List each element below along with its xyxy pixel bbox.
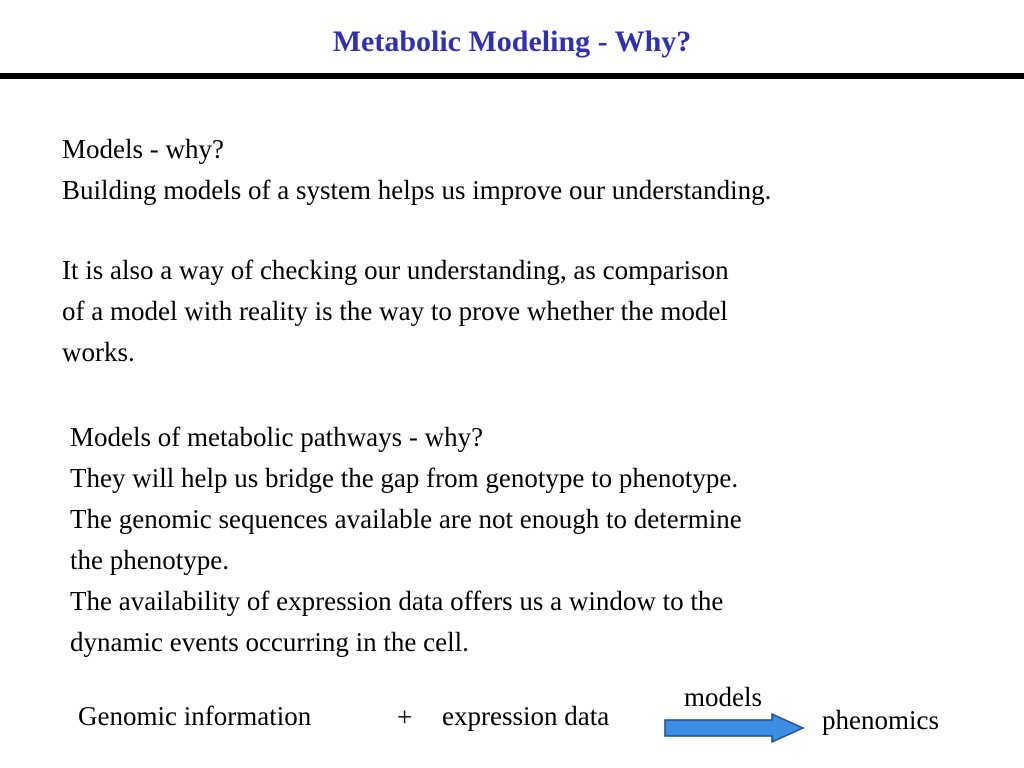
flow-expression-data: expression data — [442, 701, 610, 731]
text-line: Models of metabolic pathways - why? — [70, 422, 484, 452]
flow-plus-sign: + — [397, 702, 413, 732]
checking-understanding-paragraph — [62, 250, 729, 373]
text-line: The availability of expression data offers us a window to the — [70, 586, 724, 616]
slide-title: Metabolic Modeling - Why? — [332, 25, 692, 58]
text-line: of a model with reality is the way to prove whether the model — [62, 296, 728, 326]
flow-phenomics: phenomics — [822, 705, 939, 735]
metabolic-pathways-paragraph — [70, 417, 742, 663]
text-line: dynamic events occurring in the cell. — [70, 627, 469, 657]
text-line: Building models of a system helps us improve our understanding. — [62, 175, 772, 205]
text-line: Models - why? — [62, 134, 224, 164]
title-rule — [0, 73, 1024, 79]
flow-arrow-label: models — [684, 682, 762, 712]
text-line: The genomic sequences available are not enough to determine — [70, 504, 742, 534]
models-why-paragraph — [62, 129, 771, 211]
text-line: They will help us bridge the gap from genotype to phenotype. — [70, 463, 739, 493]
flow-genomic-information: Genomic information — [78, 701, 312, 731]
text-line: It is also a way of checking our understanding, as comparison — [62, 255, 729, 285]
right-arrow-icon — [662, 712, 808, 744]
text-line: works. — [62, 337, 135, 367]
text-line: the phenotype. — [70, 545, 229, 575]
